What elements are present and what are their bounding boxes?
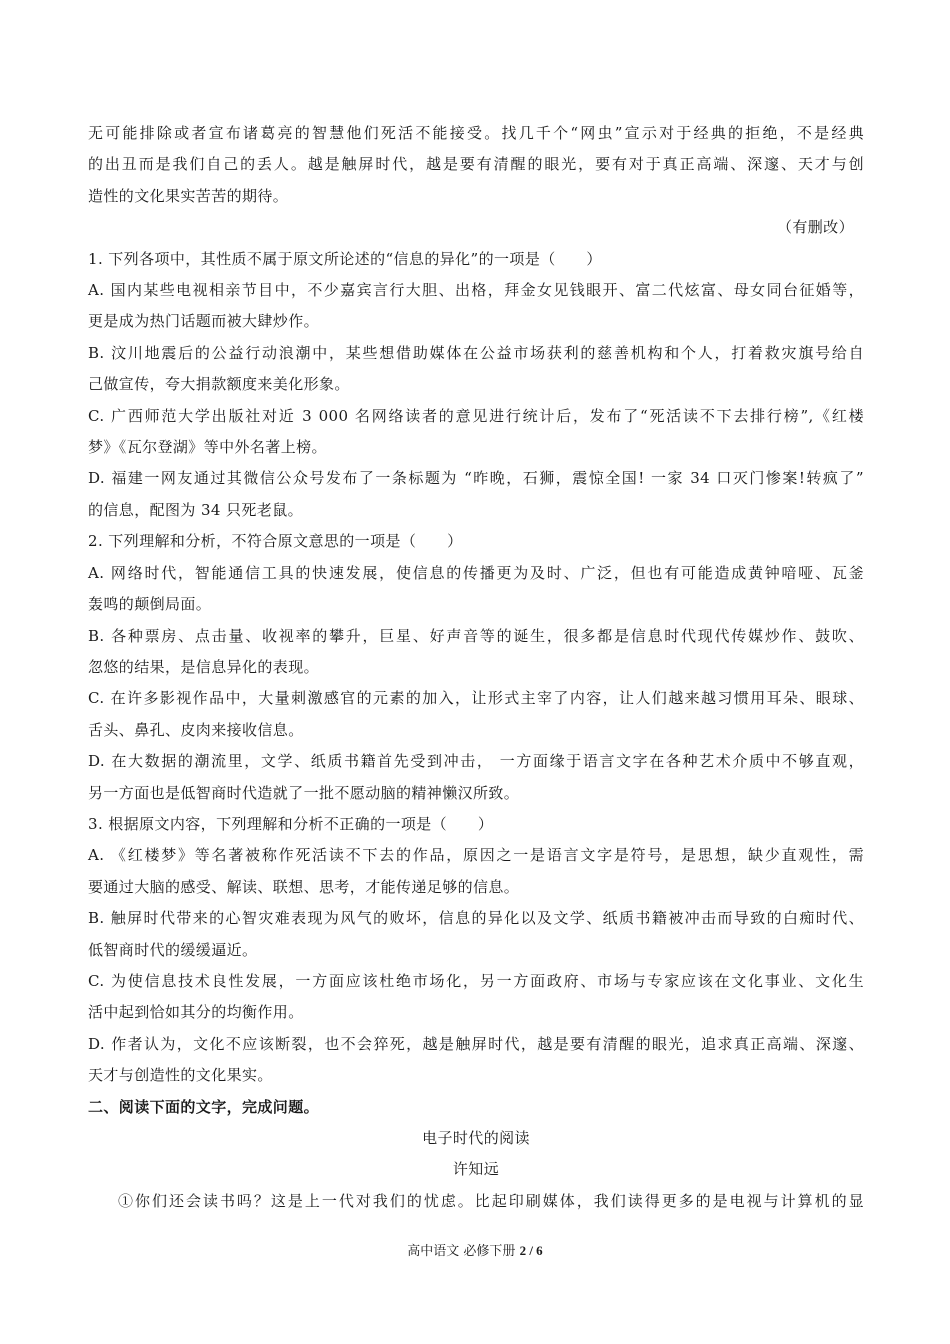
source-note: （有删改） [776,218,854,237]
article-author: 许知远 [452,1160,500,1179]
page-number: 2 / 6 [519,1243,543,1258]
passage-line: 的出丑而是我们自己的丢人。越是触屏时代，越是要有清醒的眼光，要有对于真正高端、深邃、天才与创 [88,155,864,174]
q2-option-a: A. 网络时代，智能通信工具的快速发展，使信息的传播更为及时、广泛，但也有可能造成黄钟喑哑、瓦釜 [88,563,864,582]
section-heading: 二、阅读下面的文字，完成问题。 [88,1097,320,1116]
q2-option-a-cont: 轰鸣的颠倒局面。 [88,595,212,614]
q1-option-a-cont: 更是成为热门话题而被大肆炒作。 [88,312,320,331]
q3-option-d: D. 作者认为，文化不应该断裂，也不会猝死，越是触屏时代，越是要有清醒的眼光，追求真正高端、深邃、 [88,1034,864,1053]
q2-option-c: C. 在许多影视作品中，大量刺激感官的元素的加入，让形式主宰了内容，让人们越来越习惯用耳朵、眼球、 [88,689,864,708]
question-1-stem: 1. 下列各项中，其性质不属于原文所论述的“信息的异化”的一项是（ ） [88,249,602,268]
q1-option-d: D. 福建一网友通过其微信公众号发布了一条标题为 “昨晚，石狮，震惊全国! 一家 34 口灭门惨案!转疯了” [88,469,864,488]
article-paragraph-1: ①你们还会读书吗？这是上一代对我们的忧虑。比起印刷媒体，我们读得更多的是电视与计算机的显 [118,1191,864,1210]
q3-option-b: B. 触屏时代带来的心智灾难表现为风气的败坏，信息的异化以及文学、纸质书籍被冲击而导致的白痴时代、 [88,909,864,928]
q1-option-a: A. 国内某些电视相亲节目中，不少嘉宾言行大胆、出格，拜金女见钱眼开、富二代炫富、母女同台征婚等， [88,281,864,300]
q2-option-d-cont: 另一方面也是低智商时代造就了一批不愿动脑的精神懒汉所致。 [88,783,520,802]
q3-option-b-cont: 低智商时代的缓缓逼近。 [88,940,258,959]
question-2-stem: 2. 下列理解和分析，不符合原文意思的一项是（ ） [88,532,463,551]
passage-line: 无可能排除或者宣布诸葛亮的智慧他们死活不能接受。找几千个“网虫”宣示对于经典的拒绝，不是经典 [88,124,864,142]
q2-option-d: D. 在大数据的潮流里，文学、纸质书籍首先受到冲击， 一方面缘于语言文字在各种艺术介质中不够直观， [88,752,864,771]
q2-option-b-cont: 忽悠的结果，是信息异化的表现。 [88,657,320,676]
q3-option-a: A. 《红楼梦》等名著被称作死活读不下去的作品，原因之一是语言文字是符号，是思想，缺少直观性，需 [88,846,864,865]
article-title: 电子时代的阅读 [422,1129,530,1147]
q3-option-a-cont: 要通过大脑的感受、解读、联想、思考，才能传递足够的信息。 [88,877,520,896]
q3-option-d-cont: 天才与创造性的文化果实。 [88,1066,273,1085]
q1-option-d-cont: 的信息，配图为 34 只死老鼠。 [88,500,304,519]
q1-option-c: C. 广西师范大学出版社对近 3 000 名网络读者的意见进行统计后，发布了“死活读不下去排行榜”,《红楼 [88,406,864,425]
footer-text: 高中语文 必修下册 [407,1244,520,1259]
q1-option-c-cont: 梦》《瓦尔登湖》等中外名著上榜。 [88,438,327,457]
q2-option-c-cont: 舌头、鼻孔、皮肉来接收信息。 [88,720,304,739]
q1-option-b: B. 汶川地震后的公益行动浪潮中，某些想借助媒体在公益市场获利的慈善机构和个人，打着救灾旗号给自 [88,343,864,362]
q3-option-c-cont: 活中起到恰如其分的均衡作用。 [88,1003,304,1022]
question-3-stem: 3. 根据原文内容，下列理解和分析不正确的一项是（ ） [88,814,494,833]
q1-option-b-cont: 己做宣传，夸大捐款额度来美化形象。 [88,375,350,394]
q2-option-b: B. 各种票房、点击量、收视率的攀升，巨星、好声音等的诞生，很多都是信息时代现代传媒炒作、鼓吹、 [88,626,864,645]
document-body [88,118,864,1217]
q3-option-c: C. 为使信息技术良性发展，一方面应该杜绝市场化，另一方面政府、市场与专家应该在文化事业、文化生 [88,971,864,990]
page-footer [0,1240,950,1259]
passage-line: 造性的文化果实苦苦的期待。 [88,186,289,205]
